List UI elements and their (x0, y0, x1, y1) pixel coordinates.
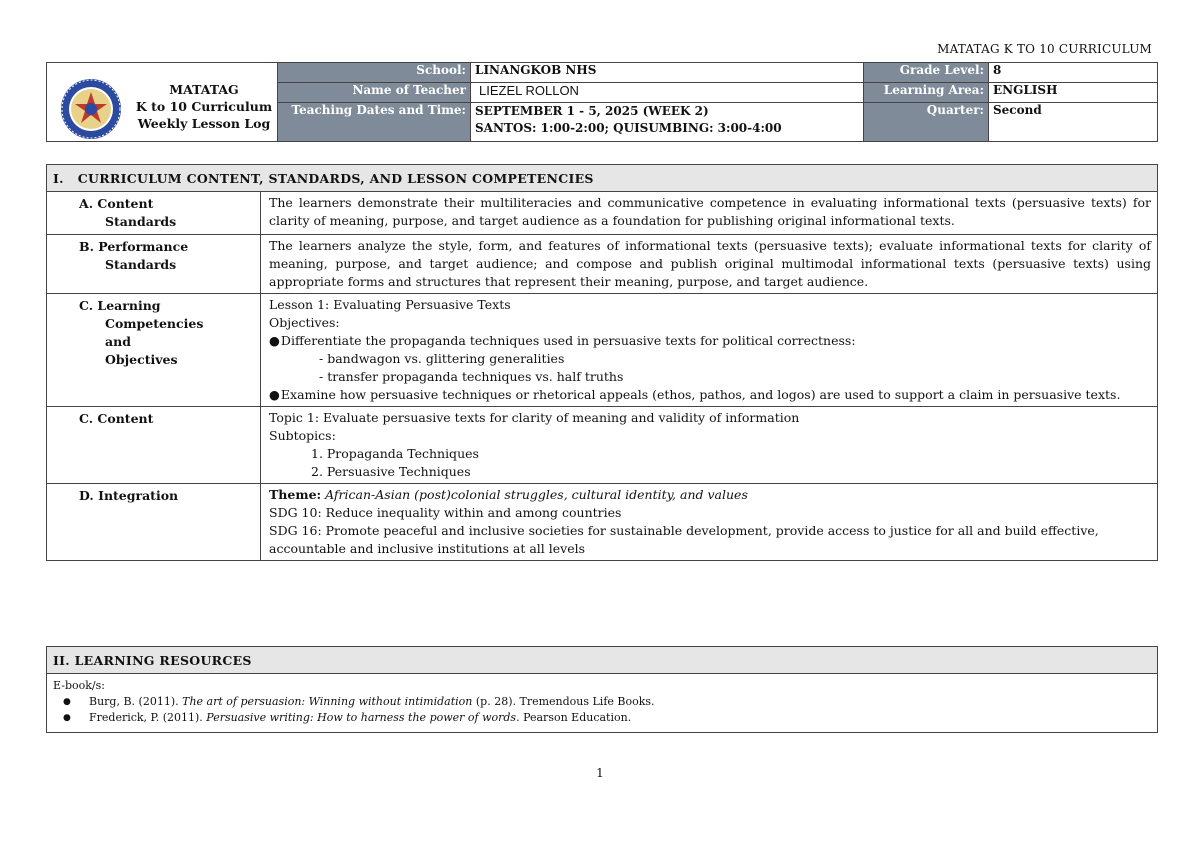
performance-standards-text: The learners analyze the style, form, and features of informational texts (persuasive texts); evaluate informational texts for clarity of meaning, purpose, and target audience; and compose and publish original multimodal informational texts (persuasive texts) using appropriate forms and structures that represent their meaning, purpose, and target audience. (261, 235, 1158, 294)
competencies-label (47, 294, 261, 407)
section1-title (47, 165, 1158, 192)
reference-1-author: Burg, B. (2011). (89, 695, 183, 708)
reference-1-title: The art of persuasion: Winning without intimidation (182, 695, 473, 708)
reference-2 (89, 710, 1149, 726)
content-text (261, 407, 1158, 484)
objectives-label: Objectives: (269, 315, 340, 330)
competencies-label-b: Competencies (105, 316, 204, 331)
objective-2 (269, 386, 1151, 404)
reference-2-author: Frederick, P. (2011). (89, 711, 207, 724)
topic: Topic 1: Evaluate persuasive texts for clarity of meaning and validity of information (269, 410, 800, 425)
content-label: C. Content (47, 407, 261, 484)
lesson-title: Lesson 1: Evaluating Persuasive Texts (269, 297, 511, 312)
brand-line2: K to 10 Curriculum (135, 99, 273, 114)
competencies-text (261, 294, 1158, 407)
header-table (46, 62, 1158, 142)
deped-seal-icon (59, 77, 123, 141)
dates-cell (471, 103, 864, 142)
school-label: School: (278, 63, 471, 83)
theme-label: Theme: (269, 487, 322, 502)
performance-standards-label (47, 235, 261, 294)
area-value: ENGLISH (989, 83, 1158, 103)
objective-1-sub-1: - bandwagon vs. glittering generalities (319, 351, 565, 366)
quarter-value: Second (989, 103, 1158, 142)
reference-1-publisher: (p. 28). Tremendous Life Books. (472, 695, 655, 708)
sdg-10: SDG 10: Reduce inequality within and among countries (269, 505, 622, 520)
section1-number: I. (53, 170, 64, 186)
teacher-name: LIEZEL ROLLON (479, 83, 579, 98)
section1-title-text: CURRICULUM CONTENT, STANDARDS, AND LESSON COMPETENCIES (77, 170, 594, 186)
teacher-value (471, 83, 864, 103)
objective-1 (269, 332, 1151, 350)
competencies-label-d: Objectives (105, 352, 178, 367)
theme-line (269, 486, 1151, 504)
sdg-16: SDG 16: Promote peaceful and inclusive societies for sustainable development, provide access to justice for all and build effective, accountable and inclusive institutions at all levels (269, 523, 1099, 556)
integration-text (261, 484, 1158, 561)
performance-standards-label-a: B. Performance (79, 239, 189, 254)
grade-value: 8 (989, 63, 1158, 83)
theme-value: African-Asian (post)colonial struggles, cultural identity, and values (325, 487, 748, 502)
page-number: 1 (596, 766, 604, 780)
content-standards-text: The learners demonstrate their multiliteracies and communicative competence in evaluating informational texts (persuasive texts) for clarity of meaning, purpose, and target audience as a foundation for publishing original informational texts. (261, 192, 1158, 235)
reference-1 (89, 694, 1149, 710)
content-standards-label-a: A. Content (79, 196, 154, 211)
reference-2-title: Persuasive writing: How to harness the power of words (206, 711, 517, 724)
competencies-label-c: and (105, 334, 131, 349)
integration-label: D. Integration (47, 484, 261, 561)
content-standards-label-b: Standards (105, 214, 177, 229)
quarter-label: Quarter: (864, 103, 989, 142)
dates-value: SEPTEMBER 1 - 5, 2025 (WEEK 2) (475, 104, 709, 118)
dates-label: Teaching Dates and Time: (278, 103, 471, 142)
grade-label: Grade Level: (864, 63, 989, 83)
resources-body (47, 674, 1158, 733)
area-label: Learning Area: (864, 83, 989, 103)
objective-2-text: Examine how persuasive techniques or rhetorical appeals (ethos, pathos, and logos) are used to support a claim in persuasive texts. (280, 387, 1121, 402)
curriculum-section (46, 164, 1158, 561)
school-value: LINANGKOB NHS (471, 63, 864, 83)
brand-cell (47, 63, 278, 142)
content-standards-label (47, 192, 261, 235)
ebooks-label: E-book/s: (53, 679, 105, 692)
objective-1-sub-2: - transfer propaganda techniques vs. half truths (319, 369, 624, 384)
subtopics-label: Subtopics: (269, 428, 336, 443)
teacher-label: Name of Teacher (278, 83, 471, 103)
curriculum-tag: MATATAG K TO 10 CURRICULUM (937, 42, 1152, 56)
reference-2-publisher: . Pearson Education. (516, 711, 632, 724)
resources-section (46, 646, 1158, 733)
brand-line1: MATATAG (169, 82, 239, 97)
reference-list (53, 694, 1149, 726)
performance-standards-label-b: Standards (105, 257, 177, 272)
time-value: SANTOS: 1:00-2:00; QUISUMBING: 3:00-4:00 (475, 121, 782, 135)
subtopic-1: 1. Propaganda Techniques (311, 446, 479, 461)
competencies-label-a: C. Learning (79, 298, 161, 313)
subtopic-2: 2. Persuasive Techniques (311, 464, 471, 479)
section2-title: II. LEARNING RESOURCES (47, 647, 1158, 674)
brand-line3: Weekly Lesson Log (137, 116, 271, 131)
objective-1-text: Differentiate the propaganda techniques used in persuasive texts for political correctness: (280, 333, 856, 348)
